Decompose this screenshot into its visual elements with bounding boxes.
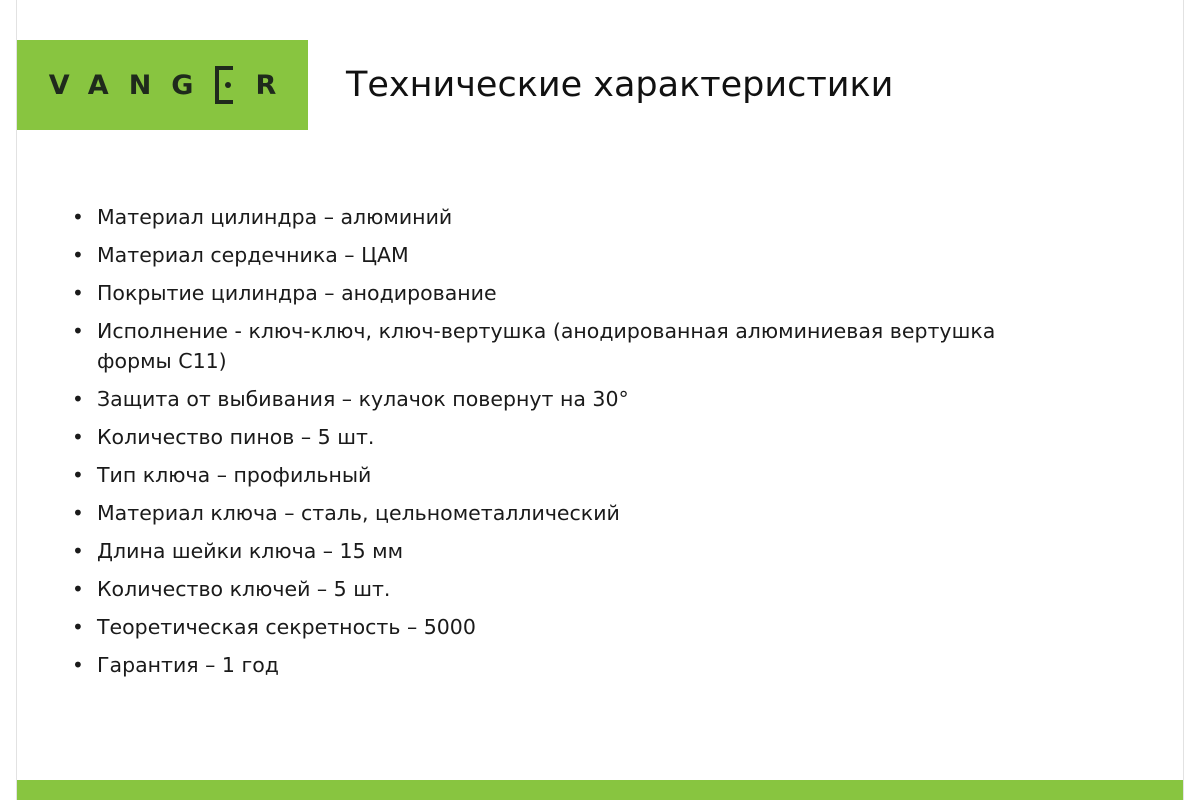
bullet-icon: • [72,501,84,525]
spec-list-item [72,240,1072,270]
spec-list-item [72,612,1072,642]
spec-text: Тип ключа – профильный [97,463,372,487]
slide-right-border [1183,0,1184,800]
spec-list [72,202,1072,688]
spec-list-item [72,384,1072,414]
bullet-icon: • [72,463,84,487]
spec-list-item [72,316,1072,376]
bullet-icon: • [72,615,84,639]
logo-letters-before: VANG [48,69,214,101]
spec-list-item [72,422,1072,452]
spec-list-item [72,278,1072,308]
logo-letters-after: R [255,69,297,101]
spec-list-item [72,460,1072,490]
spec-list-item [72,650,1072,680]
spec-text: Материал сердечника – ЦАМ [97,243,409,267]
bullet-icon: • [72,281,84,305]
spec-text: Материал ключа – сталь, цельнометаллический [97,501,620,525]
spec-text: Исполнение - ключ-ключ, ключ-вертушка (анодированная алюминиевая вертушка формы С11) [97,319,996,373]
spec-list-item [72,498,1072,528]
bullet-icon: • [72,653,84,677]
footer-bar [17,780,1183,800]
bullet-icon: • [72,539,84,563]
spec-text: Покрытие цилиндра – анодирование [97,281,497,305]
spec-text: Защита от выбивания – кулачок повернут на 30° [97,387,629,411]
logo-banner [17,40,308,130]
bullet-icon: • [72,577,84,601]
spec-text: Гарантия – 1 год [97,653,279,677]
vanger-logo [49,66,297,104]
bullet-icon: • [72,243,84,267]
spec-text: Теоретическая секретность – 5000 [97,615,476,639]
bullet-icon: • [72,387,84,411]
bullet-icon: • [72,425,84,449]
bullet-icon: • [72,205,84,229]
spec-list-item [72,574,1072,604]
spec-text: Количество ключей – 5 шт. [97,577,391,601]
page-title: Технические характеристики [346,65,894,105]
bullet-icon: • [72,319,84,343]
spec-text: Количество пинов – 5 шт. [97,425,375,449]
spec-list-item [72,202,1072,232]
logo-bracket-e-icon [213,66,235,104]
spec-text: Материал цилиндра – алюминий [97,205,453,229]
spec-text: Длина шейки ключа – 15 мм [97,539,404,563]
spec-list-item [72,536,1072,566]
